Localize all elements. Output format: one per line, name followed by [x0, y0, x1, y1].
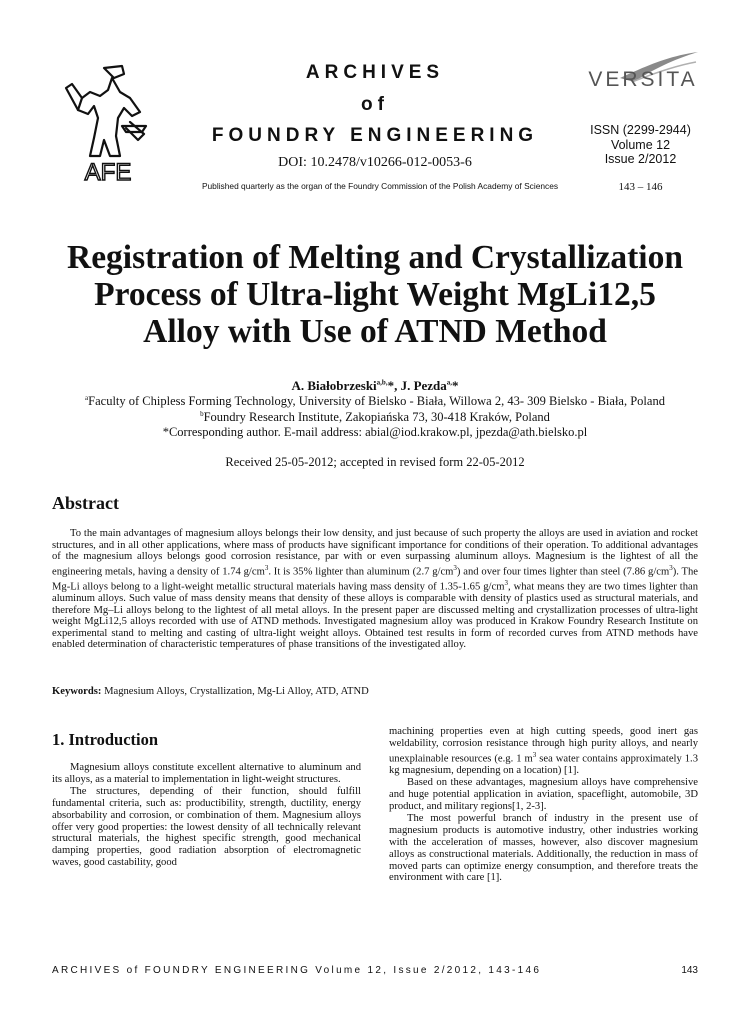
- abstract-part4: ). The Mg-Li alloys belong to a light-weight metallic structural materials having mass density of 1.35-1.65 g/cm: [52, 566, 699, 593]
- intro-paragraph-1: Magnesium alloys constitute excellent alternative to aluminum and its alloys, as a material to implementation in light-weight structures.: [52, 762, 361, 785]
- abstract-sup3: 3: [669, 563, 673, 572]
- issn-block: [578, 123, 703, 167]
- right-column: [389, 726, 698, 884]
- journal-title-line1: ARCHIVES: [305, 62, 445, 83]
- abstract-body: [52, 528, 698, 651]
- left-column: [52, 762, 361, 869]
- affil1-text: Faculty of Chipless Forming Technology, University of Bielsko - Biała, Willowa 2, 43- 309 Bielsko - Biała, Poland: [88, 394, 665, 409]
- abstract-sup2: 3: [453, 563, 457, 572]
- running-footer: ARCHIVES of FOUNDRY ENGINEERING Volume 12, Issue 2/2012, 143-146: [52, 965, 542, 976]
- title-line3: Alloy with Use of ATND Method: [143, 313, 607, 350]
- introduction-heading: 1. Introduction: [52, 730, 159, 749]
- abstract-sup4: 3: [504, 578, 508, 587]
- afe-logo-text: AFE: [84, 159, 132, 186]
- author-separator: , J. Pezda: [394, 378, 447, 393]
- page-range: 143 – 146: [618, 181, 663, 193]
- affiliation-2: [40, 410, 710, 425]
- intro-p3-sup: 3: [532, 750, 537, 759]
- volume: Volume 12: [610, 137, 671, 152]
- intro-paragraph-5: The most powerful branch of industry in the present use of magnesium products is automotive industry, other industries working with the acceleration of masses, however, also discover magnesium alloys as constructional materials. Additionally, the reduction in mass of moved parts can optimize energy consumption, and therefore treats the environment with care [1].: [389, 812, 698, 884]
- title-line1: Registration of Melting and Crystallization: [67, 239, 683, 276]
- intro-p3-part1: machining properties even at high cutting speeds, good inert gas weldability, corrosion resistance through high purity alloys, and nearly unexplainable resources (e.g. 1 m: [389, 726, 698, 765]
- afe-logo: [60, 62, 156, 186]
- title-line2: Process of Ultra-light Weight MgLi12,5: [94, 276, 656, 313]
- journal-title-line2: of: [361, 94, 389, 115]
- abstract-part2: . It is 35% lighter than aluminum (2.7 g/cm: [268, 566, 454, 578]
- corresponding-author: *Corresponding author. E-mail address: abial@iod.krakow.pl, jpezda@ath.bielsko.pl: [162, 425, 588, 439]
- keywords-list: Magnesium Alloys, Crystallization, Mg-Li Alloy, ATD, ATND: [101, 686, 369, 697]
- affil2-sup: b: [200, 410, 204, 418]
- versita-logo: VERSITA: [588, 68, 698, 91]
- keywords-label: Keywords:: [52, 686, 102, 697]
- affil2-text: Foundry Research Institute, Zakopiańska 73, 30-418 Kraków, Poland: [203, 410, 550, 425]
- issue: Issue 2/2012: [604, 152, 677, 166]
- abstract-heading: Abstract: [52, 493, 119, 513]
- journal-title-line3: FOUNDRY ENGINEERING: [211, 125, 539, 146]
- author1-sup: a,b,: [376, 378, 388, 387]
- abstract-part3: ) and over four times lighter than steel (7.86 g/cm: [456, 566, 670, 578]
- intro-paragraph-2: The structures, depending of their function, should fulfill fundamental criteria, such as: productibility, strength, ductility, energy absorbability and corrosion, or combination of them. Magnesium alloys offer very good properties: the lowest density of all technically relevant structural materials, the highest specific strength, good mechanical damping properties, good radiation absorption of electromagnetic waves, good castability, good: [52, 785, 361, 869]
- author1: A. Białobrzeski: [291, 378, 377, 393]
- doi: DOI: 10.2478/v10266-012-0053-6: [278, 155, 472, 170]
- received-dates: Received 25-05-2012; accepted in revised form 22-05-2012: [225, 455, 525, 469]
- abstract-part5: , what means they are two times lighter than aluminum alloys. Such value of mass density means that density of these alloys is comparable with density of plastics used as structural materials, and therefore Mg–Li alloys belong to the lightest of all metal alloys. In the present paper are discussed melting and crystallization processes of ultra-light weight MgLi12,5 alloys recorded with use of ATND methods. Investigated magnesium alloy was produced in Krakow Foundry Research Institute on experimental stand to melting and casting of ultra-light weight alloys. Obtained test results in form of recorded curves from ATND methods have enabled determination of characteristic temperatures of phase transitions of the investigated alloy.: [52, 581, 698, 651]
- intro-p3-part2: sea water contains approximately 1.3 kg magnesium, depending on a location) [1].: [389, 753, 698, 777]
- affiliation-1: [40, 394, 710, 409]
- published-note: Published quarterly as the organ of the Foundry Commission of the Polish Academy of Sciences: [201, 181, 559, 191]
- intro-paragraph-4: Based on these advantages, magnesium alloys have comprehensive and huge potential application in aviation, spaceflight, automobile, 3D product, and military regions[1, 2-3].: [389, 777, 698, 812]
- intro-paragraph-3: [389, 726, 698, 777]
- issn: ISSN (2299-2944): [590, 123, 691, 137]
- page-number: 143: [681, 965, 698, 976]
- abstract-part1: To the main advantages of magnesium alloys belongs their low density, and just because of such property the alloys are used in aviation and rocket structures, and in all other applications, where mass of products have significant importance for conditions of their operation. To additional advantages of the magnesium alloys belongs good corrosion resistance, par with or even surpassing aluminum alloys. Magnesium is the lightest of all the engineering metals, having a density of 1.74 g/cm: [52, 528, 698, 578]
- abstract-sup1: 3: [264, 563, 269, 572]
- author1-star: *: [387, 378, 395, 393]
- keywords: [52, 686, 698, 697]
- author2-star: *: [452, 378, 459, 393]
- article-title: [40, 239, 710, 350]
- author2-sup: a,: [446, 378, 453, 387]
- authors: [40, 378, 710, 394]
- affil1-sup: a: [85, 394, 89, 402]
